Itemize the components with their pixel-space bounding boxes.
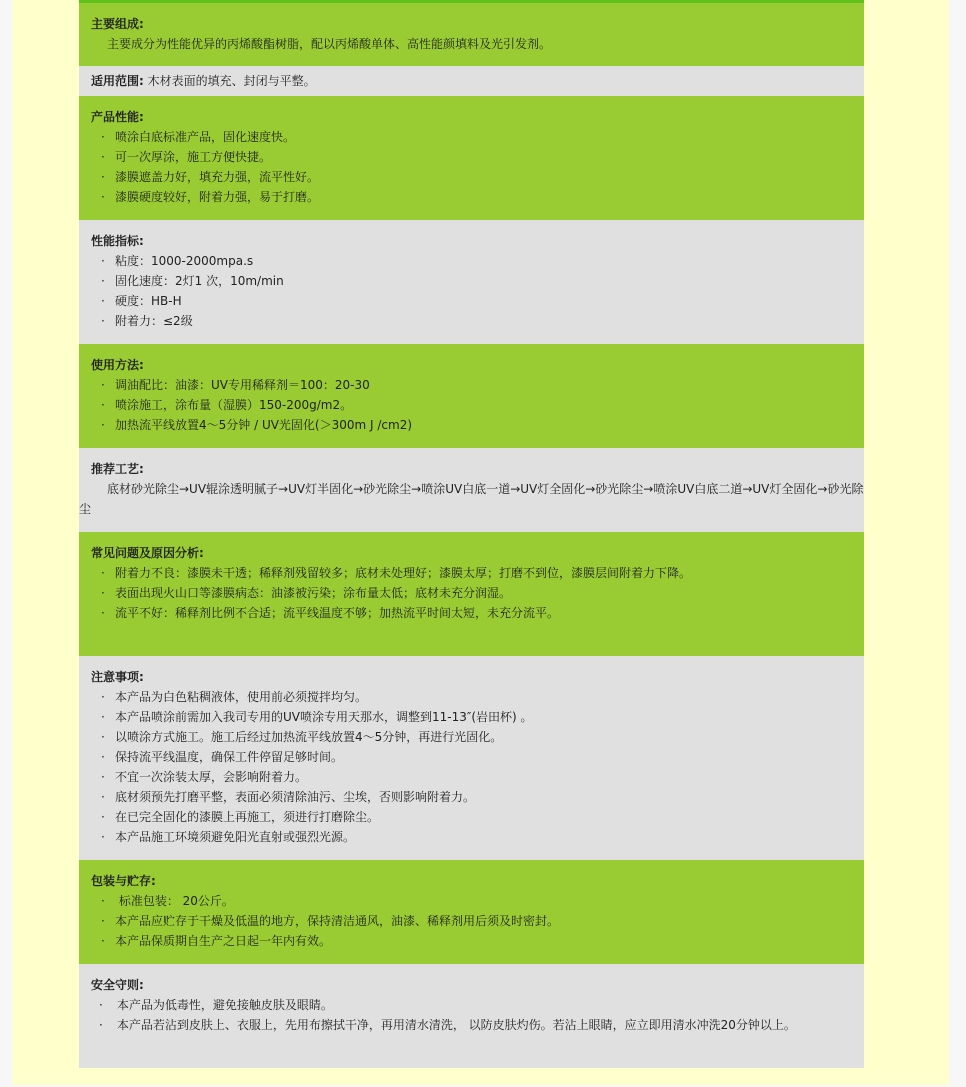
bullet: · (101, 830, 105, 844)
bullet: · (101, 294, 105, 308)
list-item-text: 本产品喷涂前需加入我司专用的UV喷涂专用天那水，调整到11-13″(岩田杯) 。 (115, 710, 533, 724)
bullet: · (101, 170, 105, 184)
bullet: · (101, 730, 105, 744)
list-item-text: 在已完全固化的漆膜上再施工，须进行打磨除尘。 (115, 810, 380, 824)
bullet: · (101, 606, 105, 620)
list-item (101, 375, 370, 395)
section-problems (79, 532, 864, 656)
list-item (101, 147, 271, 167)
list-item (101, 251, 253, 271)
section-usage (79, 344, 864, 448)
section-safety (79, 964, 864, 1068)
section-heading: 安全守则: (91, 978, 144, 992)
list-item (101, 707, 533, 727)
list-item (101, 807, 379, 827)
list-item-text: 本产品为低毒性，避免接触皮肤及眼睛。 (113, 998, 333, 1012)
list-item (101, 127, 295, 147)
bullet: · (101, 934, 105, 948)
list-item-text: 附着力不良：漆膜未干透；稀释剂残留较多；底材未处理好；漆膜太厚；打磨不到位，漆膜层间附着力下降。 (115, 566, 692, 580)
list-item-text: 不宜一次涂装太厚，会影响附着力。 (115, 770, 308, 784)
list-item (99, 1015, 796, 1035)
list-item-text: 漆膜硬度较好，附着力强，易于打磨。 (115, 190, 320, 204)
bullet: · (101, 790, 105, 804)
list-item (101, 563, 691, 583)
list-item-text: 粘度：1000-2000mpa.s (115, 254, 254, 268)
bullet: · (101, 750, 105, 764)
section-heading: 推荐工艺: (91, 462, 144, 476)
list-item-text: 流平不好：稀释剂比例不合适；流平线温度不够；加热流平时间太短，未充分流平。 (115, 606, 560, 620)
list-item (101, 291, 182, 311)
bullet: · (101, 914, 105, 928)
list-item-text: 固化速度：2灯1 次，10m/min (115, 274, 284, 288)
bullet: · (101, 586, 105, 600)
bullet: · (101, 690, 105, 704)
list-item (101, 747, 343, 767)
list-item-text: 可一次厚涂，施工方便快捷。 (115, 150, 272, 164)
section-process (79, 448, 864, 532)
section-performance (79, 96, 864, 220)
list-item-text: 漆膜遮盖力好，填充力强，流平性好。 (115, 170, 320, 184)
section-heading: 包装与贮存: (91, 874, 156, 888)
list-item (101, 415, 412, 435)
section-heading: 主要组成: (91, 17, 144, 31)
section-heading: 使用方法: (91, 358, 144, 372)
bullet: · (101, 770, 105, 784)
list-item-text: 以喷涂方式施工。施工后经过加热流平线放置4～5分钟，再进行光固化。 (115, 730, 503, 744)
list-item-text: 本产品为白色粘稠液体，使用前必须搅拌均匀。 (115, 690, 368, 704)
section-heading: 产品性能: (91, 110, 144, 124)
bullet: · (101, 810, 105, 824)
section-heading: 注意事项: (91, 670, 144, 684)
product-sheet (79, 0, 864, 1068)
list-item (101, 167, 319, 187)
bullet: · (101, 398, 105, 412)
list-item (101, 931, 331, 951)
bullet: · (101, 314, 105, 328)
list-item (101, 727, 502, 747)
bullet: · (101, 150, 105, 164)
bullet: · (99, 998, 103, 1012)
list-item (101, 395, 352, 415)
list-item (99, 995, 333, 1015)
bullet: · (101, 566, 105, 580)
bullet: · (101, 254, 105, 268)
bullet: · (101, 710, 105, 724)
section-text: 主要成分为性能优异的丙烯酸酯树脂，配以丙烯酸单体、高性能颜填料及光引发剂。 (107, 37, 552, 51)
bullet: · (101, 378, 105, 392)
list-item-text: 本产品应贮存于干燥及低温的地方，保持清洁通风，油漆、稀释剂用后须及时密封。 (115, 914, 560, 928)
list-item-text: 本产品保质期自生产之日起一年内有效。 (115, 934, 332, 948)
section-heading: 常见问题及原因分析: (91, 546, 204, 560)
list-item-text: 喷涂白底标准产品，固化速度快。 (115, 130, 296, 144)
list-item-text: 标准包装： 20公斤。 (115, 894, 234, 908)
section-line (91, 71, 316, 91)
list-item (101, 603, 559, 623)
list-item-text: 表面出现火山口等漆膜病态：油漆被污染；涂布量太低；底材未充分润湿。 (115, 586, 512, 600)
list-item (101, 787, 475, 807)
list-item (101, 911, 559, 931)
section-heading: 性能指标: (91, 234, 144, 248)
list-item-text: 本产品若沾到皮肤上、衣服上，先用布擦拭干净，再用清水清洗， 以防皮肤灼伤。若沾上眼睛，应立即用清水冲洗20分钟以上。 (113, 1018, 796, 1032)
bullet: · (101, 130, 105, 144)
section-notes (79, 656, 864, 860)
section-specs (79, 220, 864, 344)
list-item (101, 891, 234, 911)
list-item (101, 271, 284, 291)
list-item (101, 687, 367, 707)
bullet: · (99, 1018, 103, 1032)
list-item-text: 本产品施工环境须避免阳光直射或强烈光源。 (115, 830, 356, 844)
list-item (101, 767, 307, 787)
list-item-text: 加热流平线放置4～5分钟 / UV光固化(＞300m J /cm2) (115, 418, 413, 432)
section-composition (79, 3, 864, 66)
list-item (101, 583, 511, 603)
process-flow: 底材砂光除尘→UV辊涂透明腻子→UV灯半固化→砂光除尘→喷涂UV白底一道→UV灯全固化→砂光除尘→喷涂UV白底二道→UV灯全固化→砂光除尘 (79, 482, 864, 516)
section-application (79, 66, 864, 96)
list-item-text: 喷涂施工，涂布量（湿膜）150-200g/m2。 (115, 398, 353, 412)
bullet: · (101, 190, 105, 204)
section-text: 木材表面的填充、封闭与平整。 (147, 74, 316, 88)
list-item-text: 底材须预先打磨平整，表面必须清除油污、尘埃，否则影响附着力。 (115, 790, 476, 804)
bullet: · (101, 894, 105, 908)
list-item-text: 保持流平线温度，确保工件停留足够时间。 (115, 750, 344, 764)
section-storage (79, 860, 864, 964)
list-item (101, 827, 355, 847)
bullet: · (101, 274, 105, 288)
list-item-text: 调油配比：油漆：UV专用稀释剂＝100：20-30 (115, 378, 370, 392)
list-item-text: 硬度：HB-H (115, 294, 182, 308)
list-item (101, 311, 193, 331)
bullet: · (101, 418, 105, 432)
list-item (101, 187, 319, 207)
section-heading: 适用范围: (91, 74, 144, 88)
list-item-text: 附着力：≤2级 (115, 314, 193, 328)
